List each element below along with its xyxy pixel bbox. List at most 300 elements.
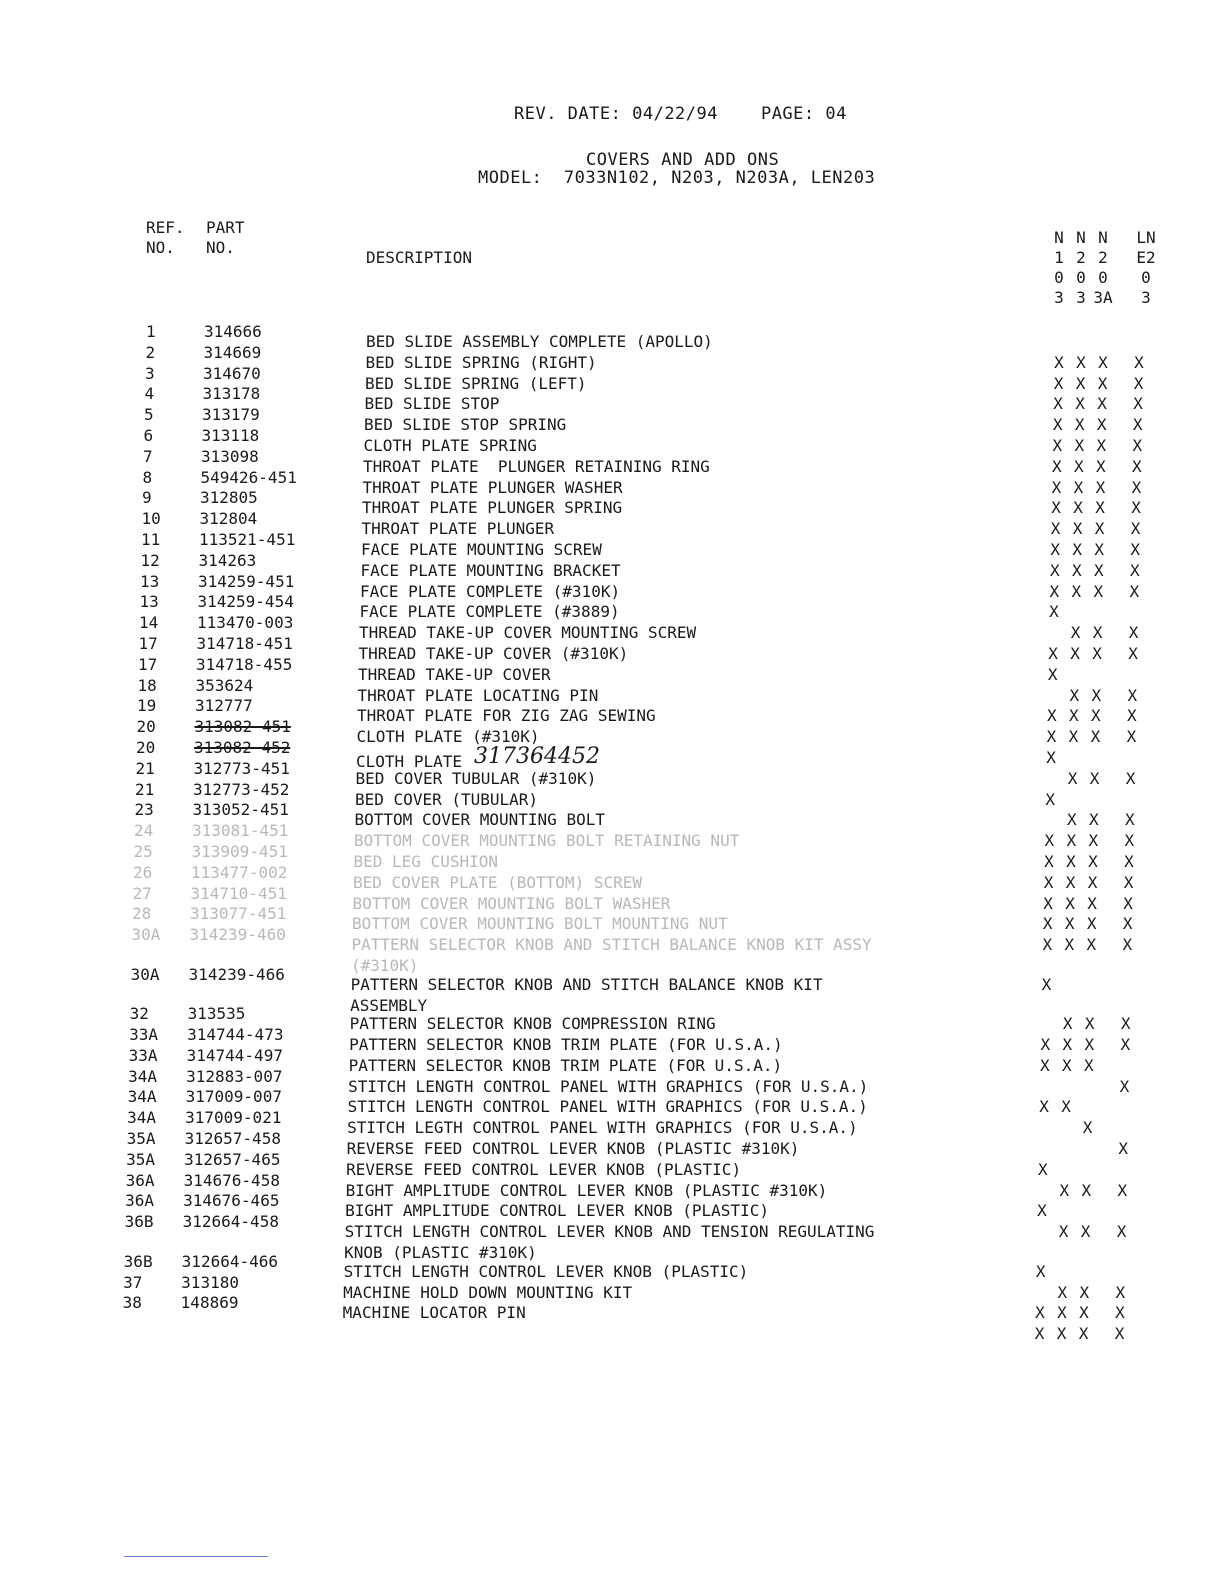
availability-mark: X — [1073, 477, 1084, 497]
availability-mark: X — [1094, 540, 1104, 559]
description-text: THREAD TAKE-UP COVER (#310K) — [358, 644, 629, 663]
availability-mark: X — [1095, 477, 1106, 497]
part-no: 313178 — [202, 384, 261, 404]
availability-mark: X — [1046, 748, 1056, 767]
part-no: 312883-007 — [186, 1066, 283, 1086]
availability-mark: X — [1075, 373, 1086, 393]
availability-mark: X — [1097, 394, 1107, 414]
ref-no: 5 — [144, 405, 154, 425]
availability-mark: X — [1127, 685, 1138, 705]
availability-mark: X — [1081, 1180, 1092, 1200]
availability-mark: X — [1052, 415, 1063, 435]
availability-mark: X — [1065, 893, 1075, 913]
description-text: CLOTH PLATE SPRING — [363, 436, 537, 455]
part-no: 314718-451 — [196, 634, 293, 653]
variant-header-2 — [1091, 228, 1115, 308]
description-text: REVERSE FEED CONTROL LEVER KNOB (PLASTIC) — [346, 1159, 742, 1179]
availability-mark: X — [1123, 893, 1133, 913]
availability-mark: X — [1095, 498, 1105, 518]
parts-row — [0, 1066, 1224, 1096]
part-no: 313081-451 — [192, 821, 289, 841]
part-no: 312664-466 — [181, 1251, 278, 1271]
variant-header-char: 0 — [1054, 268, 1064, 287]
part-no: 113470-003 — [197, 613, 294, 633]
description-text: PATTERN SELECTOR KNOB AND STITCH BALANCE KNOB KIT ASSY — [351, 935, 872, 955]
description — [351, 975, 823, 994]
availability-mark: X — [1079, 1282, 1090, 1302]
availability-mark: X — [1035, 1303, 1045, 1323]
description-text: THREAD TAKE-UP COVER — [358, 664, 551, 684]
availability-mark: X — [1086, 935, 1097, 955]
ref-no: 7 — [143, 446, 153, 466]
availability-mark: X — [1087, 872, 1098, 892]
part-no: 317009-007 — [185, 1087, 282, 1107]
availability-mark: X — [1078, 1324, 1089, 1344]
section-title: COVERS AND ADD ONS — [586, 150, 780, 170]
availability-mark: X — [1053, 373, 1064, 393]
ref-no: 21 — [135, 779, 155, 799]
ref-no: 24 — [134, 821, 154, 841]
availability-mark: X — [1091, 685, 1102, 705]
description-continuation: (#310K) — [351, 956, 419, 975]
parts-row — [0, 1212, 1224, 1242]
availability-mark: X — [1042, 914, 1053, 934]
variant-header-char: N — [1098, 228, 1108, 247]
availability-mark: X — [1118, 1139, 1129, 1159]
part-no: 549426-451 — [200, 467, 297, 487]
availability-mark: X — [1130, 519, 1141, 539]
availability-mark: X — [1049, 581, 1060, 601]
ref-no: 20 — [136, 717, 156, 737]
ref-no: 28 — [132, 904, 152, 924]
parts-row — [0, 654, 1224, 684]
model-label: MODEL: — [478, 168, 543, 188]
availability-mark: X — [1044, 852, 1054, 871]
availability-mark: X — [1124, 852, 1134, 871]
availability-mark: X — [1092, 623, 1103, 643]
description-text: THROAT PLATE FOR ZIG ZAG SEWING — [357, 706, 656, 726]
description-text: THROAT PLATE PLUNGER WASHER — [362, 477, 623, 497]
description-text: BED COVER (TUBULAR) — [355, 789, 539, 809]
availability-mark: X — [1059, 1180, 1070, 1200]
ref-no: 13 — [139, 592, 159, 612]
parts-row — [0, 467, 1224, 497]
availability-mark: X — [1084, 1014, 1095, 1034]
parts-row — [0, 613, 1224, 643]
availability-mark: X — [1070, 623, 1081, 643]
description-continuation: ASSEMBLY — [350, 995, 428, 1015]
description-text: PATTERN SELECTOR KNOB TRIM PLATE (FOR U.S.A.) — [348, 1055, 783, 1075]
ref-no: 27 — [132, 883, 152, 903]
part-no: 314670 — [203, 363, 261, 383]
part-no: 313098 — [201, 446, 259, 466]
ref-no: 30A — [131, 925, 161, 945]
part-no: 314676-465 — [183, 1191, 280, 1211]
variant-header-char: 3 — [1054, 288, 1064, 307]
description-text: THREAD TAKE-UP COVER MOUNTING SCREW — [359, 623, 697, 643]
description — [343, 1303, 526, 1322]
description-text: THROAT PLATE LOCATING PIN — [357, 685, 599, 705]
ref-no: 13 — [140, 571, 160, 591]
part-no-header-2: NO. — [206, 238, 235, 257]
availability-mark: X — [1114, 1324, 1125, 1344]
description-continuation: KNOB (PLASTIC #310K) — [344, 1243, 537, 1263]
availability-mark: X — [1045, 789, 1056, 809]
description-text: BOTTOM COVER MOUNTING BOLT WASHER — [352, 893, 671, 913]
availability-mark: X — [1120, 1035, 1131, 1055]
description — [345, 1222, 875, 1241]
availability-mark: X — [1039, 1097, 1049, 1117]
part-no: 314239-466 — [188, 964, 285, 984]
description-text: BED SLIDE STOP — [364, 394, 500, 414]
description-text: BED SLIDE SPRING (RIGHT) — [365, 352, 597, 372]
availability-mark: X — [1084, 1035, 1095, 1055]
ref-no: 17 — [138, 634, 158, 653]
description-text: STITCH LENGTH CONTROL PANEL WITH GRAPHICS (FOR U.S.A.) — [348, 1076, 869, 1096]
ref-no: 36B — [123, 1251, 153, 1271]
description-header: DESCRIPTION — [366, 248, 472, 267]
availability-mark: X — [1123, 872, 1134, 892]
parts-row — [0, 1004, 1224, 1034]
ref-no: 33A — [128, 1045, 158, 1065]
description-text: FACE PLATE MOUNTING SCREW — [361, 540, 602, 559]
availability-mark: X — [1127, 706, 1137, 726]
availability-mark: X — [1128, 623, 1139, 643]
description-text: BED LEG CUSHION — [353, 852, 499, 871]
availability-mark: X — [1128, 644, 1138, 663]
ref-no: 36A — [125, 1191, 155, 1211]
description-text: CLOTH PLATE (#310K) — [356, 727, 540, 747]
parts-row — [0, 1170, 1224, 1200]
ref-no: 11 — [141, 530, 161, 549]
availability-mark: X — [1122, 914, 1133, 934]
ref-no: 35A — [126, 1149, 156, 1169]
description-text: BED SLIDE STOP SPRING — [364, 415, 567, 435]
availability-mark: X — [1131, 498, 1141, 518]
parts-row — [0, 717, 1224, 747]
availability-mark: X — [1070, 644, 1080, 663]
availability-mark: X — [1094, 519, 1105, 539]
part-no: 312773-452 — [193, 779, 290, 799]
ref-no: 34A — [127, 1108, 157, 1128]
variant-header-char: 1 — [1054, 248, 1064, 267]
availability-mark: X — [1042, 935, 1053, 955]
availability-mark: X — [1040, 1035, 1051, 1055]
ref-no: 37 — [123, 1272, 143, 1292]
part-no: 314718-455 — [196, 654, 293, 674]
availability-mark: X — [1048, 644, 1058, 663]
ref-no: 26 — [133, 862, 153, 882]
availability-mark: X — [1097, 373, 1108, 393]
description-text: MACHINE LOCATOR PIN — [342, 1303, 526, 1323]
part-no: 314669 — [203, 342, 262, 362]
part-no-header-1: PART — [206, 218, 245, 237]
availability-mark: X — [1040, 1055, 1050, 1075]
ref-no: 38 — [122, 1293, 142, 1313]
parts-row — [0, 634, 1224, 663]
availability-mark: X — [1053, 394, 1063, 414]
part-no: 353624 — [195, 675, 254, 695]
availability-mark: X — [1051, 477, 1062, 497]
availability-mark: X — [1086, 914, 1097, 934]
description-text: STITCH LENGTH CONTROL LEVER KNOB AND TENSION REGULATING — [344, 1222, 875, 1242]
ref-no: 34A — [128, 1066, 158, 1086]
availability-mark: X — [1043, 893, 1053, 913]
description-text: BOTTOM COVER MOUNTING BOLT MOUNTING NUT — [352, 914, 728, 934]
ref-no: 33A — [129, 1025, 159, 1045]
ref-no: 12 — [140, 550, 160, 570]
footer-rule — [124, 1556, 268, 1557]
availability-mark: X — [1069, 706, 1079, 726]
variant-header-char: 2 — [1098, 248, 1108, 267]
availability-mark: X — [1066, 852, 1076, 871]
availability-mark: X — [1132, 436, 1143, 455]
availability-mark: X — [1091, 706, 1101, 726]
model-value: 7033N102, N203, N203A, LEN203 — [563, 168, 876, 188]
part-no: 314744-473 — [187, 1025, 284, 1045]
availability-mark: X — [1133, 373, 1144, 393]
availability-mark: X — [1088, 810, 1099, 830]
part-no: 313052-451 — [192, 800, 289, 820]
availability-mark: X — [1057, 1303, 1067, 1323]
availability-mark: X — [1046, 727, 1057, 747]
availability-mark: X — [1056, 1324, 1067, 1344]
availability-mark: X — [1088, 852, 1098, 871]
availability-mark: X — [1043, 872, 1054, 892]
availability-mark: X — [1071, 581, 1082, 601]
parts-row — [0, 363, 1224, 393]
description-text: BIGHT AMPLITUDE CONTROL LEVER KNOB (PLASTIC #310K) — [345, 1180, 828, 1200]
variant-header-char: 3A — [1093, 288, 1113, 307]
description-text: FACE PLATE MOUNTING BRACKET — [360, 560, 621, 580]
availability-mark: X — [1066, 831, 1077, 851]
part-no: 312664-458 — [182, 1212, 279, 1232]
availability-mark: X — [1076, 352, 1086, 372]
availability-mark: X — [1072, 540, 1082, 559]
availability-mark: X — [1130, 540, 1140, 559]
description-text: STITCH LENGTH CONTROL LEVER KNOB (PLASTIC) — [343, 1261, 749, 1281]
ref-no: 8 — [142, 467, 153, 487]
parts-row — [0, 446, 1224, 476]
ref-no: 34A — [127, 1087, 157, 1107]
ref-no: 30A — [130, 964, 160, 984]
description-text: BED COVER TUBULAR (#310K) — [355, 768, 597, 788]
availability-mark: X — [1115, 1303, 1125, 1323]
description-text: REVERSE FEED CONTROL LEVER KNOB (PLASTIC #310K) — [346, 1139, 800, 1159]
variant-header-char: N — [1054, 228, 1064, 247]
availability-mark: X — [1049, 560, 1060, 580]
availability-mark: X — [1134, 352, 1144, 372]
availability-mark: X — [1132, 415, 1143, 435]
availability-mark: X — [1119, 1076, 1130, 1096]
variant-header-char: 0 — [1076, 268, 1086, 287]
availability-mark: X — [1034, 1324, 1045, 1344]
variant-header-char: 3 — [1141, 288, 1151, 307]
availability-mark: X — [1129, 581, 1140, 601]
part-no: 314259-451 — [198, 571, 295, 591]
availability-mark: X — [1115, 1282, 1126, 1302]
availability-mark: X — [1054, 352, 1064, 372]
description-text: BED SLIDE SPRING (LEFT) — [365, 373, 587, 393]
availability-mark: X — [1047, 706, 1057, 726]
description-text: PATTERN SELECTOR KNOB COMPRESSION RING — [349, 1014, 716, 1034]
availability-mark: X — [1044, 831, 1055, 851]
part-no: 312804 — [199, 509, 258, 529]
parts-row — [0, 1108, 1224, 1138]
availability-mark: X — [1051, 498, 1061, 518]
part-no: 313535 — [187, 1004, 246, 1024]
availability-mark: X — [1073, 498, 1083, 518]
description-text: MACHINE HOLD DOWN MOUNTING KIT — [343, 1282, 633, 1302]
availability-mark: X — [1061, 1097, 1071, 1117]
availability-mark: X — [1058, 1222, 1069, 1242]
availability-mark: X — [1074, 415, 1085, 435]
part-no: 313118 — [201, 426, 260, 445]
part-no: 312805 — [200, 488, 258, 508]
part-no: 313909-451 — [191, 842, 288, 861]
ref-no: 1 — [146, 322, 156, 341]
availability-mark: X — [1093, 581, 1104, 601]
availability-mark: X — [1124, 831, 1135, 851]
description-text: BED COVER PLATE (BOTTOM) SCREW — [353, 872, 642, 892]
availability-mark: X — [1050, 540, 1060, 559]
part-no: 113521-451 — [199, 530, 296, 549]
part-no: 314744-497 — [186, 1045, 283, 1065]
part-no: 313082-451 — [194, 717, 291, 737]
availability-mark: X — [1084, 1055, 1094, 1075]
part-no: 113477-002 — [191, 862, 288, 882]
parts-row — [0, 675, 1224, 705]
description-text: PATTERN SELECTOR KNOB AND STITCH BALANCE KNOB KIT — [350, 974, 823, 994]
ref-no: 35A — [126, 1129, 156, 1149]
availability-mark: X — [1126, 727, 1137, 747]
variant-header-char: E2 — [1136, 248, 1156, 267]
variant-header-char: 0 — [1141, 268, 1151, 287]
ref-no: 32 — [129, 1004, 149, 1024]
availability-mark: X — [1082, 1118, 1093, 1138]
ref-no: 19 — [137, 696, 157, 716]
availability-mark: X — [1050, 519, 1061, 539]
ref-no: 23 — [134, 800, 154, 820]
description-text: STITCH LEGTH CONTROL PANEL WITH GRAPHICS (FOR U.S.A.) — [347, 1118, 858, 1138]
ref-no: 14 — [139, 613, 159, 633]
part-no: 312657-465 — [184, 1149, 281, 1169]
part-no: 314239-460 — [189, 925, 286, 945]
availability-mark: X — [1049, 602, 1059, 622]
availability-mark: X — [1125, 768, 1136, 788]
parts-row — [0, 1272, 1224, 1302]
availability-mark: X — [1037, 1159, 1048, 1179]
availability-mark: X — [1131, 477, 1142, 497]
description-text: FACE PLATE COMPLETE (#3889) — [359, 602, 620, 622]
description-text: THROAT PLATE PLUNGER SPRING — [362, 498, 623, 518]
ref-no-header-1: REF. — [146, 218, 185, 237]
parts-row — [0, 488, 1224, 518]
parts-row — [0, 530, 1224, 559]
availability-mark: X — [1074, 456, 1084, 476]
part-no: 312657-458 — [184, 1129, 281, 1149]
availability-mark: X — [1116, 1222, 1127, 1242]
description-text: BIGHT AMPLITUDE CONTROL LEVER KNOB (PLASTIC) — [345, 1201, 769, 1221]
model-line — [478, 168, 875, 188]
part-no: 314259-454 — [197, 592, 294, 612]
ref-no: 9 — [142, 488, 152, 508]
part-no: 314666 — [204, 322, 262, 341]
ref-no: 3 — [145, 363, 155, 383]
description-text: THROAT PLATE PLUNGER RETAINING RING — [363, 456, 710, 476]
variant-header-char: N — [1076, 228, 1086, 247]
variant-header-0 — [1047, 228, 1071, 308]
availability-mark: X — [1057, 1282, 1068, 1302]
description-text: PATTERN SELECTOR KNOB TRIM PLATE (FOR U.S.A.) — [349, 1035, 783, 1055]
part-no: 148869 — [180, 1293, 239, 1313]
availability-mark: X — [1064, 914, 1075, 934]
availability-mark: X — [1124, 810, 1135, 830]
ref-no: 6 — [143, 426, 154, 445]
parts-row — [0, 696, 1224, 726]
ref-no: 17 — [138, 654, 158, 674]
availability-mark: X — [1068, 727, 1079, 747]
page-label: PAGE: — [760, 104, 815, 124]
variant-header-char: 2 — [1076, 248, 1086, 267]
part-no: 314676-458 — [183, 1170, 280, 1190]
variant-header-char: LN — [1136, 228, 1156, 247]
part-no: 312777 — [195, 696, 253, 716]
variant-header-char: 3 — [1076, 288, 1086, 307]
availability-mark: X — [1096, 415, 1107, 435]
parts-row — [0, 592, 1224, 622]
availability-mark: X — [1132, 456, 1142, 476]
availability-mark: X — [1066, 810, 1077, 830]
availability-mark: X — [1074, 436, 1085, 455]
description-text: CLOTH PLATE — [356, 752, 462, 771]
page-number: 04 — [825, 104, 847, 124]
part-no: 312773-451 — [193, 758, 290, 778]
ref-no: 21 — [135, 758, 155, 778]
description — [352, 935, 872, 954]
parts-row — [0, 342, 1224, 372]
availability-mark: X — [1089, 768, 1100, 788]
description-text: STITCH LENGTH CONTROL PANEL WITH GRAPHICS (FOR U.S.A.) — [347, 1097, 868, 1117]
availability-mark: X — [1096, 436, 1107, 455]
availability-mark: X — [1047, 664, 1058, 684]
availability-mark: X — [1062, 1055, 1072, 1075]
part-no: 313082-452 — [194, 738, 291, 757]
availability-mark: X — [1062, 1014, 1073, 1034]
availability-mark: X — [1090, 727, 1101, 747]
availability-mark: X — [1069, 685, 1080, 705]
handwritten-part-no: 317364452 — [473, 744, 600, 769]
parts-row — [0, 758, 1224, 788]
ref-no: 18 — [137, 675, 157, 695]
parts-row — [0, 322, 1224, 351]
availability-mark: X — [1117, 1180, 1128, 1200]
availability-mark: X — [1052, 436, 1063, 455]
revision-line — [514, 104, 847, 124]
ref-no: 2 — [145, 342, 156, 362]
description-text: FACE PLATE COMPLETE (#310K) — [360, 581, 621, 601]
availability-mark: X — [1122, 935, 1133, 955]
availability-mark: X — [1037, 1201, 1047, 1221]
parts-row — [0, 384, 1224, 414]
availability-mark: X — [1133, 394, 1143, 414]
availability-mark: X — [1092, 644, 1102, 663]
ref-no: 4 — [144, 384, 155, 404]
description-text: THROAT PLATE PLUNGER — [361, 519, 555, 539]
availability-mark: X — [1062, 1035, 1073, 1055]
parts-row — [0, 800, 1224, 830]
availability-mark: X — [1075, 394, 1085, 414]
